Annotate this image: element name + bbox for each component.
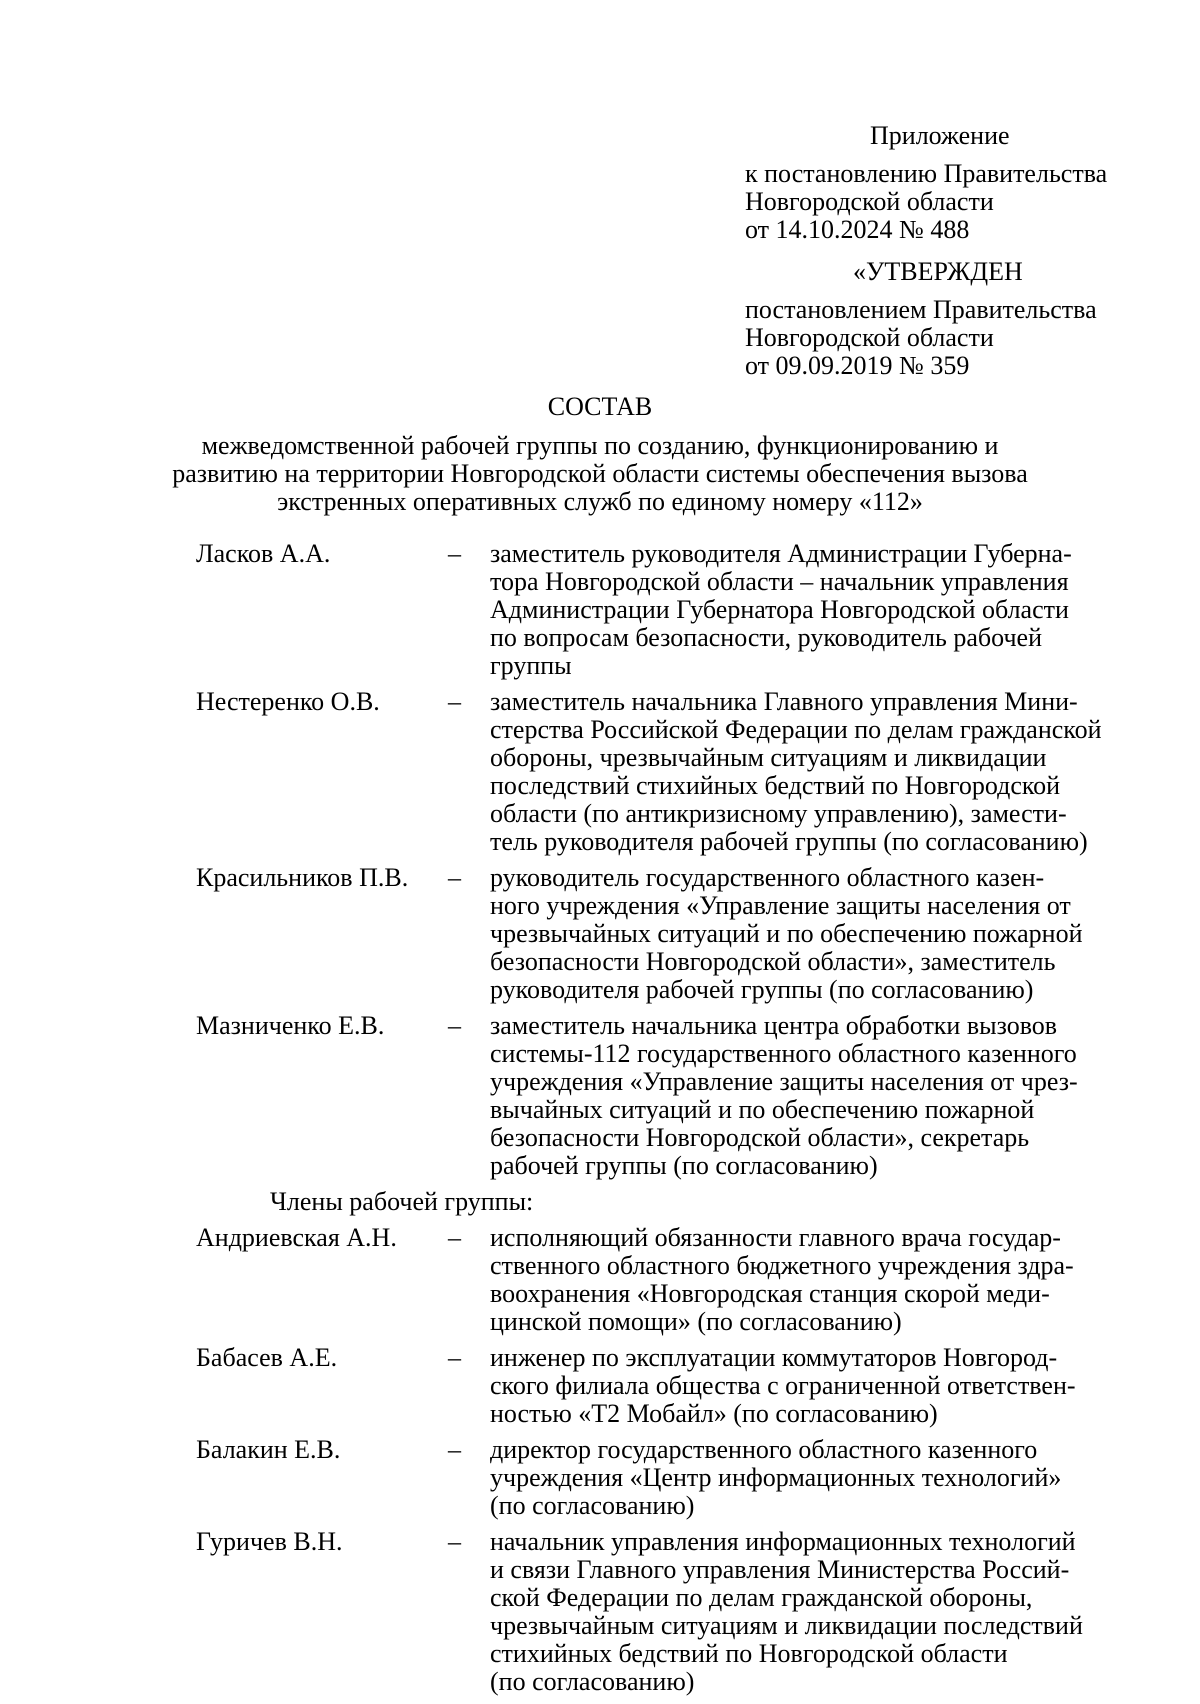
position-line: начальник управления информационных технологий — [490, 1527, 1076, 1556]
position-line: цинской помощи» (по согласованию) — [490, 1307, 902, 1336]
approved-line: Новгородской области — [745, 323, 994, 352]
dash-separator: – — [448, 1343, 461, 1372]
dash-separator: – — [448, 539, 461, 568]
person-row — [196, 1344, 1136, 1428]
position-line: обороны, чрезвычайным ситуациям и ликвидации — [490, 743, 1047, 772]
position-line: системы-112 государственного областного казенного — [490, 1039, 1077, 1068]
dash-separator: – — [448, 687, 461, 716]
position-line: чрезвычайным ситуациям и ликвидации последствий — [490, 1611, 1083, 1640]
position-line: воохранения «Новгородская станция скорой меди- — [490, 1279, 1050, 1308]
dash-separator: – — [448, 863, 461, 892]
person-row — [196, 1224, 1136, 1336]
dash-separator: – — [448, 1223, 461, 1252]
person-name: Мазниченко Е.В. — [196, 1011, 385, 1040]
dash-separator: – — [448, 1011, 461, 1040]
position-line: безопасности Новгородской области», заместитель — [490, 947, 1056, 976]
person-row — [196, 864, 1136, 1004]
position-line: и связи Главного управления Министерства Россий- — [490, 1555, 1070, 1584]
person-name: Бабасев А.Е. — [196, 1343, 338, 1372]
person-name: Балакин Е.В. — [196, 1435, 341, 1464]
position-line: последствий стихийных бедствий по Новгородской — [490, 771, 1061, 800]
approved-title: «УТВЕРЖДЕН — [853, 257, 1023, 286]
position-line: рабочей группы (по согласованию) — [490, 1151, 878, 1180]
person-position — [490, 1012, 1130, 1180]
position-line: заместитель начальника Главного управления Мини- — [490, 687, 1078, 716]
composition-list — [196, 540, 1136, 1704]
position-line: вычайных ситуаций и по обеспечению пожарной — [490, 1095, 1035, 1124]
person-position — [490, 1436, 1130, 1520]
position-line: инженер по эксплуатации коммутаторов Новгород- — [490, 1343, 1058, 1372]
position-line: (по согласованию) — [490, 1667, 695, 1696]
subheading-line: экстренных оперативных служб по единому номеру «112» — [277, 487, 923, 516]
subheading-line: развитию на территории Новгородской области системы обеспечения вызова — [172, 459, 1028, 488]
person-position — [490, 1344, 1130, 1428]
appendix-line: Новгородской области — [745, 187, 994, 216]
person-position — [490, 864, 1130, 1004]
document-subheading — [150, 432, 1050, 516]
position-line: (по согласованию) — [490, 1491, 695, 1520]
approved-block — [745, 258, 1097, 380]
position-line: исполняющий обязанности главного врача государ- — [490, 1223, 1061, 1252]
person-position — [490, 1528, 1130, 1696]
person-row — [196, 1436, 1136, 1520]
position-line: ного учреждения «Управление защиты населения от — [490, 891, 1071, 920]
person-name: Красильников П.В. — [196, 863, 409, 892]
position-line: учреждения «Управление защиты населения от чрез- — [490, 1067, 1078, 1096]
position-line: ской Федерации по делам гражданской обороны, — [490, 1583, 1033, 1612]
appendix-line: к постановлению Правительства — [745, 159, 1108, 188]
person-row — [196, 1012, 1136, 1180]
position-line: учреждения «Центр информационных технологий» — [490, 1463, 1062, 1492]
dash-separator: – — [448, 1435, 461, 1464]
position-line: ского филиала общества с ограниченной ответствен- — [490, 1371, 1076, 1400]
position-line: ностью «Т2 Мобайл» (по согласованию) — [490, 1399, 938, 1428]
person-position — [490, 540, 1130, 680]
position-line: тель руководителя рабочей группы (по согласованию) — [490, 827, 1088, 856]
position-line: директор государственного областного казенного — [490, 1435, 1038, 1464]
person-row — [196, 688, 1136, 856]
position-line: Администрации Губернатора Новгородской области — [490, 595, 1069, 624]
person-name: Гуричев В.Н. — [196, 1527, 343, 1556]
person-position — [490, 1224, 1130, 1336]
person-position — [490, 688, 1130, 856]
position-line: по вопросам безопасности, руководитель рабочей — [490, 623, 1042, 652]
position-line: заместитель руководителя Администрации Губерна- — [490, 539, 1072, 568]
position-line: заместитель начальника центра обработки вызовов — [490, 1011, 1058, 1040]
position-line: области (по антикризисному управлению), замести- — [490, 799, 1067, 828]
position-line: группы — [490, 651, 572, 680]
position-line: стерства Российской Федерации по делам гражданской — [490, 715, 1102, 744]
person-row — [196, 540, 1136, 680]
position-line: чрезвычайных ситуаций и по обеспечению пожарной — [490, 919, 1083, 948]
person-name: Нестеренко О.В. — [196, 687, 380, 716]
position-line: безопасности Новгородской области», секретарь — [490, 1123, 1030, 1152]
position-line: стихийных бедствий по Новгородской области — [490, 1639, 1008, 1668]
position-line: руководитель государственного областного казен- — [490, 863, 1045, 892]
subheading-line: межведомственной рабочей группы по созданию, функционированию и — [201, 431, 999, 460]
approved-line: от 09.09.2019 № 359 — [745, 351, 970, 380]
approved-line: постановлением Правительства — [745, 295, 1097, 324]
appendix-line: от 14.10.2024 № 488 — [745, 215, 970, 244]
position-line: тора Новгородской области – начальник управления — [490, 567, 1069, 596]
dash-separator: – — [448, 1527, 461, 1556]
document-heading: СОСТАВ — [547, 392, 653, 421]
person-row — [196, 1528, 1136, 1696]
appendix-title: Приложение — [870, 121, 1010, 150]
person-name: Андриевская А.Н. — [196, 1223, 397, 1252]
members-section-title: Члены рабочей группы: — [270, 1187, 534, 1216]
position-line: ственного областного бюджетного учреждения здра- — [490, 1251, 1074, 1280]
position-line: руководителя рабочей группы (по согласованию) — [490, 975, 1034, 1004]
person-name: Ласков А.А. — [196, 539, 331, 568]
appendix-block — [745, 122, 1107, 244]
